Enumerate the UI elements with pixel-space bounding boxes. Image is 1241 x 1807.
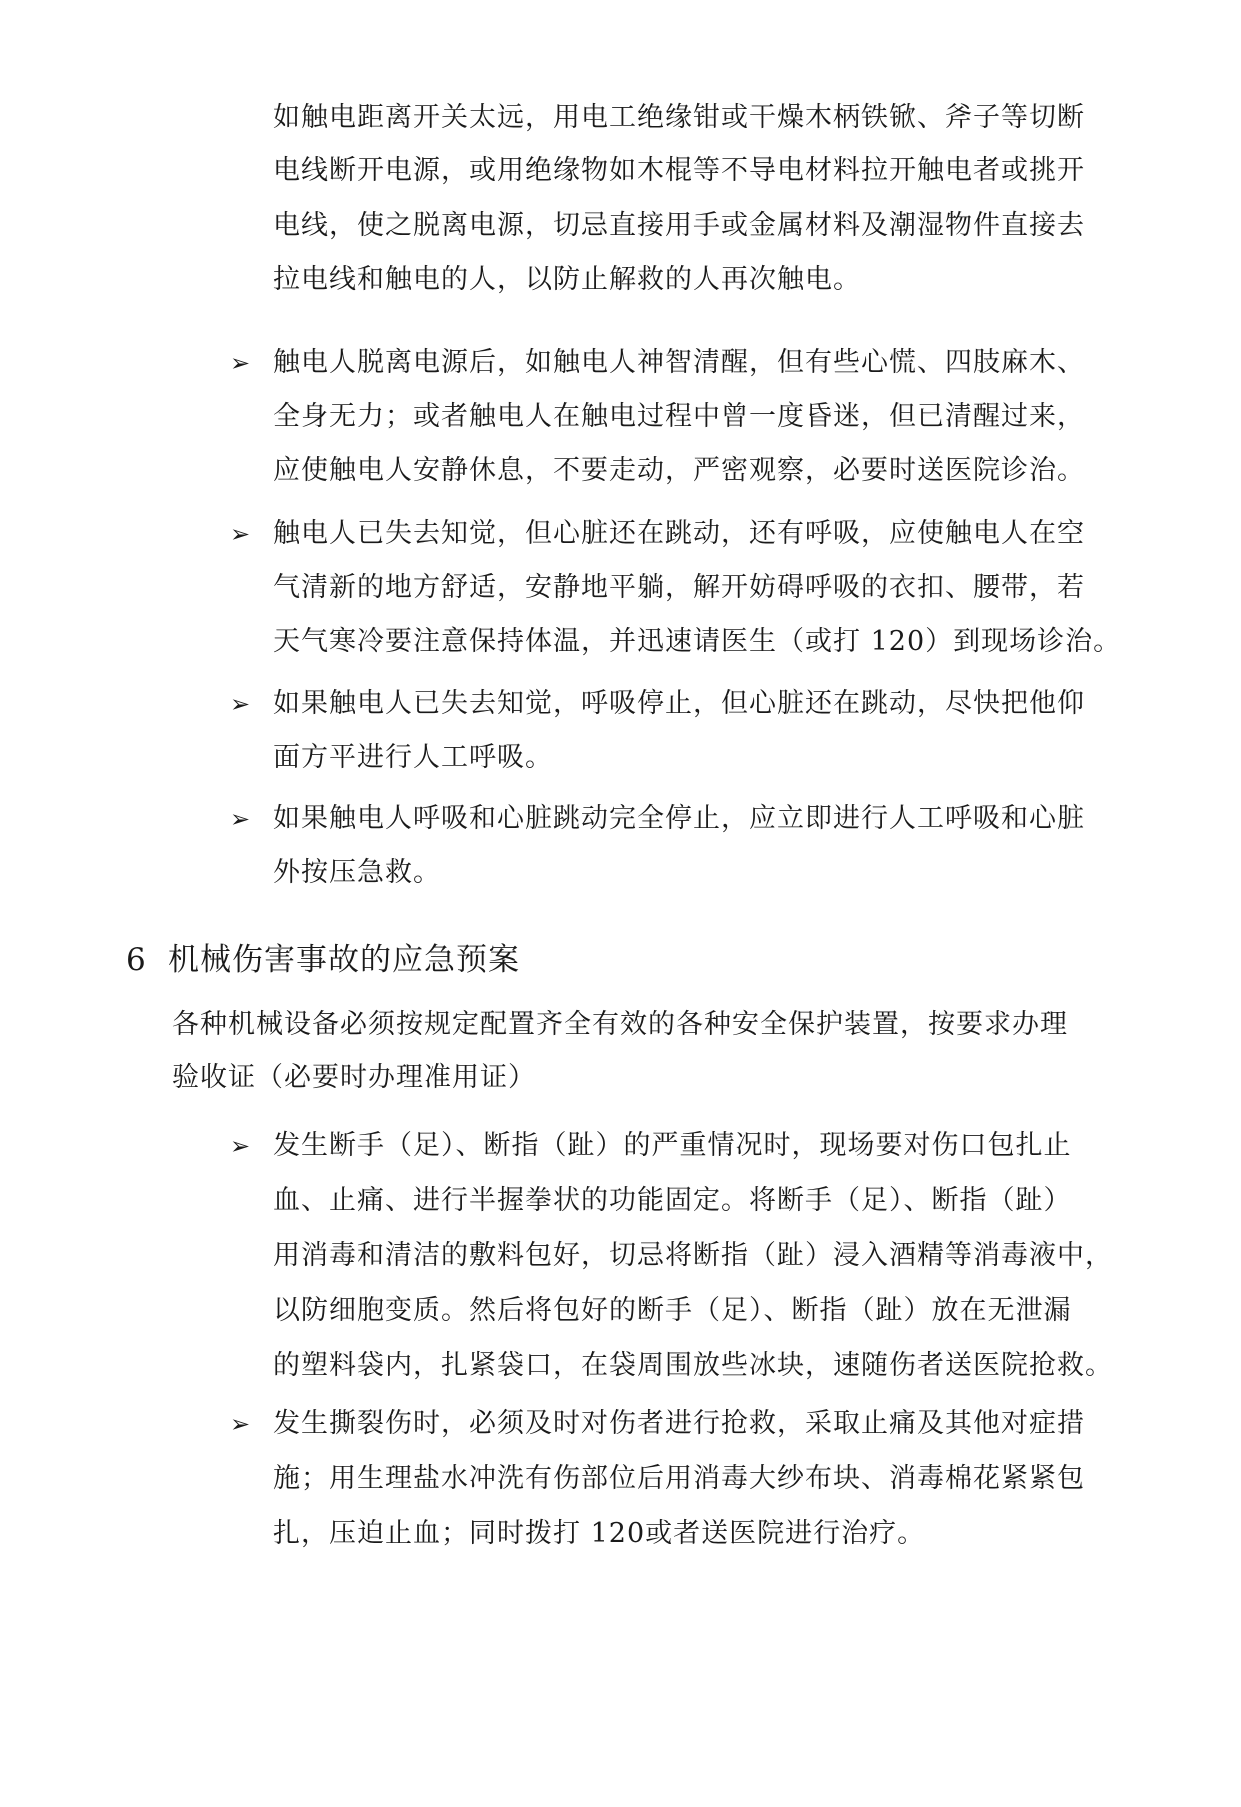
section-title: 机械伤害事故的应急预案 — [168, 942, 520, 978]
bullet-arrow-icon: ➢ — [230, 520, 251, 548]
bullet-line: 扎，压迫止血；同时拨打 120或者送医院进行治疗。 — [273, 1518, 926, 1549]
section-number: 6 — [126, 942, 147, 978]
bullet-arrow-icon: ➢ — [230, 349, 251, 377]
intro-line: 电线，使之脱离电源，切忌直接用手或金属材料及潮湿物件直接去 — [273, 210, 1085, 241]
section-intro-line: 各种机械设备必须按规定配置齐全有效的各种安全保护装置，按要求办理 — [172, 1009, 1068, 1040]
bullet-line: 血、止痛、进行半握拳状的功能固定。将断手（足）、断指（趾） — [273, 1185, 1072, 1216]
bullet-line: 发生撕裂伤时，必须及时对伤者进行抢救，采取止痛及其他对症措 — [273, 1408, 1085, 1439]
bullet-line: 面方平进行人工呼吸。 — [273, 742, 553, 773]
section-heading — [126, 938, 520, 982]
bullet-line: 以防细胞变质。然后将包好的断手（足）、断指（趾）放在无泄漏 — [273, 1295, 1072, 1326]
bullet-line: 的塑料袋内，扎紧袋口，在袋周围放些冰块，速随伤者送医院抢救。 — [273, 1350, 1113, 1381]
bullet-line: 全身无力；或者触电人在触电过程中曾一度昏迷，但已清醒过来， — [273, 401, 1085, 432]
bullet-line: 应使触电人安静休息，不要走动，严密观察，必要时送医院诊治。 — [273, 455, 1085, 486]
intro-line: 如触电距离开关太远，用电工绝缘钳或干燥木柄铁锨、斧子等切断 — [273, 102, 1085, 133]
bullet-line: 施；用生理盐水冲洗有伤部位后用消毒大纱布块、消毒棉花紧紧包 — [273, 1463, 1085, 1494]
bullet-arrow-icon: ➢ — [230, 805, 251, 833]
intro-line: 电线断开电源，或用绝缘物如木棍等不导电材料拉开触电者或挑开 — [273, 155, 1085, 186]
bullet-line: 气清新的地方舒适，安静地平躺，解开妨碍呼吸的衣扣、腰带，若 — [273, 572, 1085, 603]
bullet-line: 触电人脱离电源后，如触电人神智清醒，但有些心慌、四肢麻木、 — [273, 347, 1085, 378]
bullet-arrow-icon: ➢ — [230, 1132, 251, 1160]
bullet-line: 发生断手（足）、断指（趾）的严重情况时，现场要对伤口包扎止 — [273, 1130, 1072, 1161]
bullet-line: 如果触电人已失去知觉，呼吸停止，但心脏还在跳动，尽快把他仰 — [273, 688, 1085, 719]
bullet-line: 外按压急救。 — [273, 857, 441, 888]
bullet-line: 触电人已失去知觉，但心脏还在跳动，还有呼吸，应使触电人在空 — [273, 518, 1085, 549]
bullet-line: 用消毒和清洁的敷料包好，切忌将断指（趾）浸入酒精等消毒液中， — [273, 1240, 1113, 1271]
section-intro-line: 验收证（必要时办理准用证） — [172, 1062, 536, 1093]
bullet-line: 天气寒冷要注意保持体温，并迅速请医生（或打 120）到现场诊治。 — [273, 626, 1122, 657]
intro-line: 拉电线和触电的人，以防止解救的人再次触电。 — [273, 264, 861, 295]
bullet-line: 如果触电人呼吸和心脏跳动完全停止，应立即进行人工呼吸和心脏 — [273, 803, 1085, 834]
bullet-arrow-icon: ➢ — [230, 690, 251, 718]
bullet-arrow-icon: ➢ — [230, 1410, 251, 1438]
